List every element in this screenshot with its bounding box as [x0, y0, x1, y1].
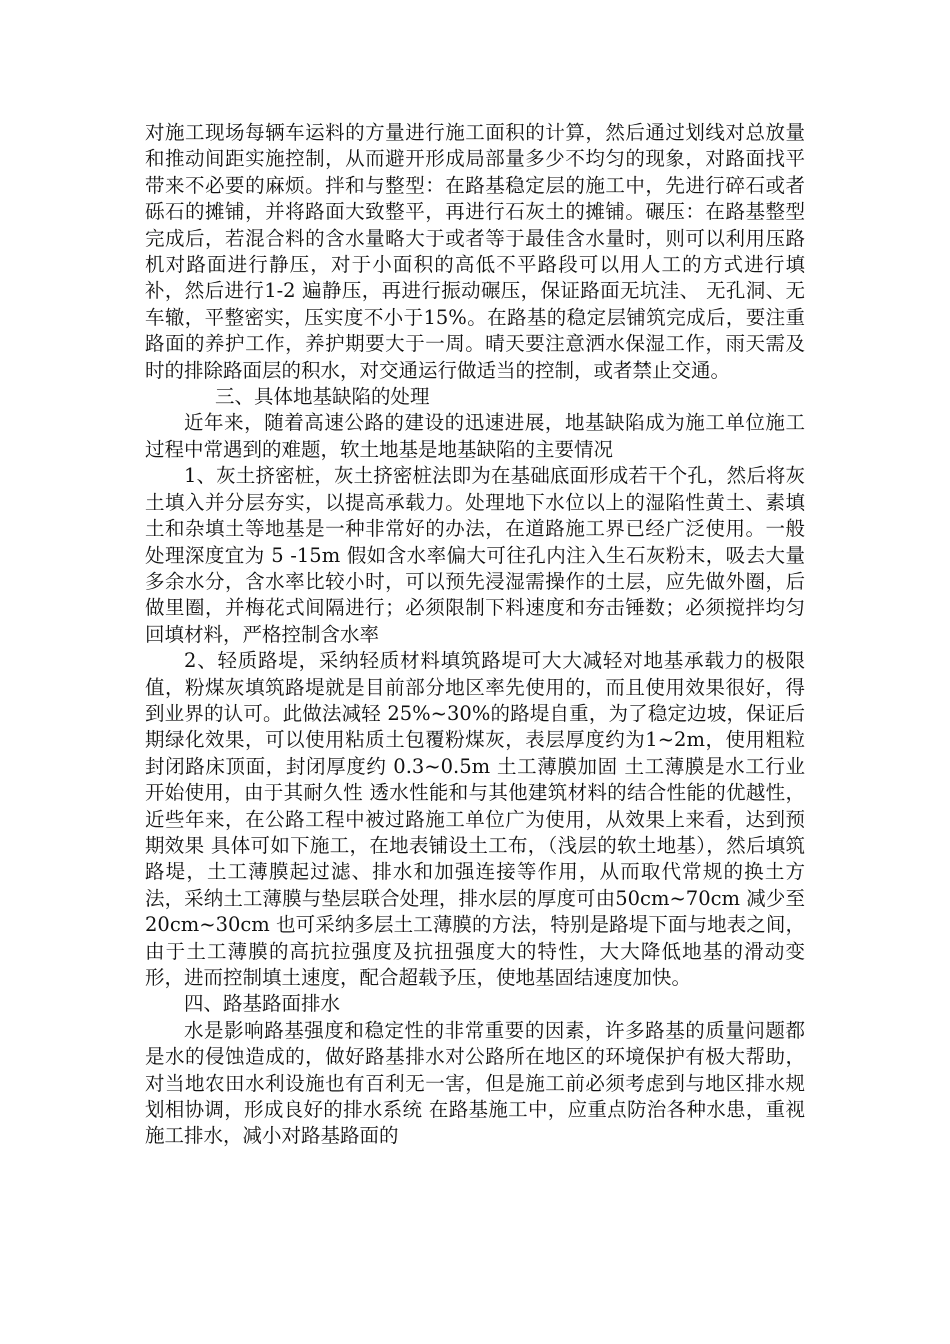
body-paragraph-light-embankment: 2、轻质路堤，采纳轻质材料填筑路堤可大大减轻对地基承载力的极限值，粉煤灰填筑路堤就是目前部分地区率先使用的，而且使用效果很好，得到业界的认可。此做法减轻 25%~30%的路堤自重，为了稳定边坡，保证后期绿化效果，可以使用粘质土包覆粉煤灰，表层厚度约为1~2m，使用粗粒封闭路床顶面，封闭厚度约 0.3~0.5m 土工薄膜加固 土工薄膜是水工行业开始使用，由于其耐久性 透水性能和与其他建筑材料的结合性能的优越性，近些年来，在公路工程中被过路施工单位广为使用，从效果上来看，达到预期效果 具体可如下施工，在地表铺设土工布，（浅层的软土地基），然后填筑路堤，土工薄膜起过滤、排水和加强连接等作用，从而取代常规的换土方法，采纳土工薄膜与垫层联合处理，排水层的厚度可由50cm~70cm 减少至 20cm~30cm 也可采纳多层土工薄膜的方法，特别是路堤下面与地表之间，由于土工薄膜的高抗拉强度及抗扭强度大的特性，大大降低地基的滑动变形，进而控制填土速度，配合超载予压，使地基固结速度加快。 [145, 649, 805, 989]
body-paragraph-intro: 近年来，随着高速公路的建设的迅速进展，地基缺陷成为施工单位施工过程中常遇到的难题，软土地基是地基缺陷的主要情况 [145, 411, 805, 461]
section-heading-4: 四、路基路面排水 [184, 992, 341, 1016]
body-paragraph-lime-soil-pile: 1、灰土挤密桩，灰土挤密桩法即为在基础底面形成若干个孔，然后将灰土填入并分层夯实，以提高承载力。处理地下水位以上的湿陷性黄土、素填土和杂填土等地基是一种非常好的办法，在道路施工界已经广泛使用。一般处理深度宜为 5 -15m 假如含水率偏大可往孔内注入生石灰粉末，吸去大量多余水分，含水率比较小时，可以预先浸湿需操作的土层，应先做外圈，后做里圈，并梅花式间隔进行；必须限制下料速度和夯击锤数；必须搅拌均匀回填材料，严格控制含水率 [145, 464, 805, 646]
section-heading-3: 三、具体地基缺陷的处理 [215, 385, 430, 409]
body-paragraph-continuation: 对施工现场每辆车运料的方量进行施工面积的计算，然后通过划线对总放量和推动间距实施控制，从而避开形成局部量多少不均匀的现象，对路面找平带来不必要的麻烦。拌和与整型：在路基稳定层的施工中，先进行碎石或者砾石的摊铺，并将路面大致整平，再进行石灰土的摊铺。碾压：在路基整型完成后，若混合料的含水量略大于或者等于最佳含水量时，则可以利用压路机对路面进行静压，对于小面积的高低不平路段可以用人工的方式进行填补，然后进行1-2 遍静压，再进行振动碾压，保证路面无坑洼、 无孔洞、无车辙，平整密实，压实度不小于15%。在路基的稳定层铺筑完成后，要注重路面的养护工作，养护期要大于一周。晴天要注意洒水保湿工作，雨天需及时的排除路面层的积水，对交通运行做适当的控制，或者禁止交通。 [145, 121, 805, 382]
body-paragraph-drainage: 水是影响路基强度和稳定性的非常重要的因素，许多路基的质量问题都是水的侵蚀造成的，做好路基排水对公路所在地区的环境保护有极大帮助，对当地农田水利设施也有百利无一害，但是施工前必须考虑到与地区排水规划相协调，形成良好的排水系统 在路基施工中，应重点防治各种水患，重视施工排水，减小对路基路面的 [145, 1018, 805, 1148]
document-page [145, 120, 805, 1150]
